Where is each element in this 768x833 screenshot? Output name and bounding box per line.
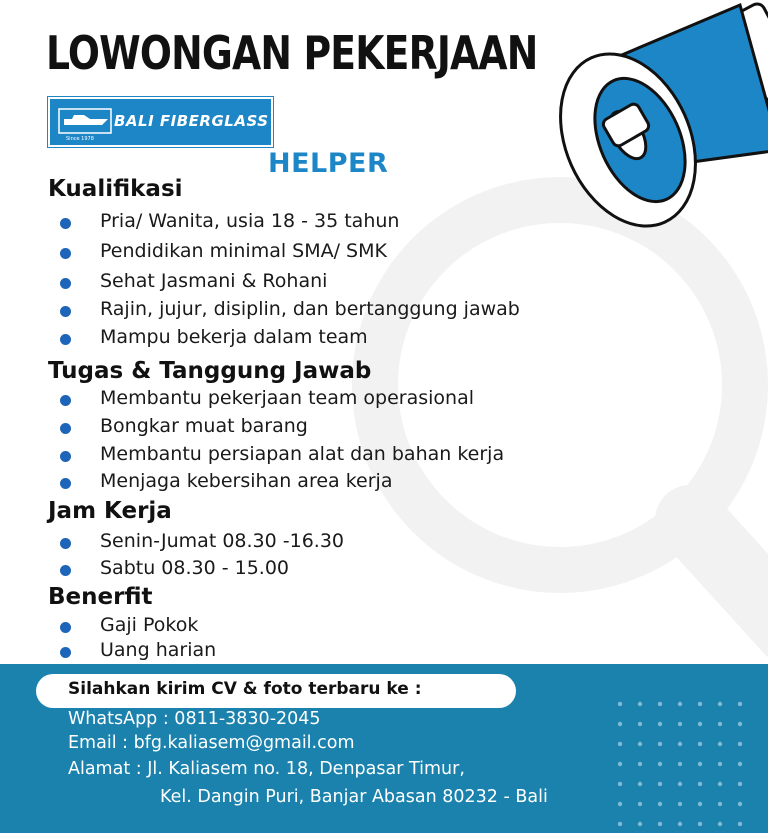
decoration-dot	[698, 702, 702, 706]
section-title-jam-kerja: Jam Kerja	[48, 498, 172, 524]
decoration-dot	[718, 782, 722, 786]
decoration-dot	[698, 722, 702, 726]
list-item-text: Pria/ Wanita, usia 18 - 35 tahun	[100, 210, 400, 232]
address-line-1: Alamat : Jl. Kaliasem no. 18, Denpasar Timur,	[68, 759, 465, 779]
decoration-dot	[618, 822, 622, 826]
decoration-dot	[738, 802, 742, 806]
whatsapp-contact[interactable]: WhatsApp : 0811-3830-2045	[68, 709, 321, 729]
decoration-dot	[698, 742, 702, 746]
list-item-text: Membantu persiapan alat dan bahan kerja	[100, 443, 505, 465]
cta-text: Silahkan kirim CV & foto terbaru ke :	[68, 679, 422, 699]
bullet-icon	[60, 478, 71, 489]
bullet-icon	[60, 565, 71, 576]
decoration-dot	[618, 722, 622, 726]
decoration-dot	[738, 722, 742, 726]
decoration-dot	[698, 762, 702, 766]
list-item-text: Rajin, jujur, disiplin, dan bertanggung jawab	[100, 298, 520, 320]
bullet-icon	[60, 647, 71, 658]
bullet-icon	[60, 395, 71, 406]
decoration-dot	[678, 702, 682, 706]
bullet-icon	[60, 278, 71, 289]
bullet-icon	[60, 622, 71, 633]
decoration-dot	[698, 822, 702, 826]
email-contact[interactable]: Email : bfg.kaliasem@gmail.com	[68, 733, 355, 753]
decoration-dot	[718, 702, 722, 706]
list-item-text: Bongkar muat barang	[100, 415, 308, 437]
decoration-dot	[638, 782, 642, 786]
decoration-dot	[658, 762, 662, 766]
decoration-dot	[658, 802, 662, 806]
list-item-text: Gaji Pokok	[100, 614, 199, 636]
decoration-dot	[638, 822, 642, 826]
decoration-dot	[618, 742, 622, 746]
decoration-dot	[638, 702, 642, 706]
decoration-dot	[718, 742, 722, 746]
address-line-2: Kel. Dangin Puri, Banjar Abasan 80232 - Bali	[160, 787, 548, 807]
headline: LOWONGAN PEKERJAAN	[46, 26, 538, 80]
decoration-dot	[718, 822, 722, 826]
decoration-dot	[618, 782, 622, 786]
section-title-kualifikasi: Kualifikasi	[48, 176, 183, 202]
decoration-dot	[658, 722, 662, 726]
list-item-text: Menjaga kebersihan area kerja	[100, 470, 393, 492]
list-item-text: Sehat Jasmani & Rohani	[100, 270, 328, 292]
dot-pattern-decoration	[608, 664, 768, 833]
decoration-dot	[678, 762, 682, 766]
decoration-dot	[658, 822, 662, 826]
decoration-dot	[678, 722, 682, 726]
company-since: Since 1978	[66, 136, 94, 142]
list-item-text: Membantu pekerjaan team operasional	[100, 387, 475, 409]
decoration-dot	[738, 762, 742, 766]
decoration-dot	[698, 782, 702, 786]
decoration-dot	[738, 702, 742, 706]
megaphone-icon	[540, 0, 768, 240]
decoration-dot	[638, 762, 642, 766]
company-logo	[48, 97, 273, 147]
cta-banner	[36, 674, 516, 708]
decoration-dot	[678, 782, 682, 786]
list-item-text: Uang harian	[100, 639, 217, 661]
decoration-dot	[718, 722, 722, 726]
section-title-tugas: Tugas & Tanggung Jawab	[48, 358, 372, 384]
list-item-text: Sabtu 08.30 - 15.00	[100, 557, 290, 579]
decoration-dot	[738, 782, 742, 786]
company-logo-text: BALI FIBERGLASS	[114, 112, 269, 130]
list-item-text: Pendidikan minimal SMA/ SMK	[100, 240, 387, 262]
decoration-dot	[678, 742, 682, 746]
decoration-dot	[658, 782, 662, 786]
boat-logo-icon	[58, 108, 112, 134]
decoration-dot	[738, 822, 742, 826]
decoration-dot	[618, 762, 622, 766]
job-title: HELPER	[268, 148, 389, 179]
bullet-icon	[60, 334, 71, 345]
decoration-dot	[738, 742, 742, 746]
decoration-dot	[698, 802, 702, 806]
bullet-icon	[60, 218, 71, 229]
decoration-dot	[618, 802, 622, 806]
bullet-icon	[60, 451, 71, 462]
decoration-dot	[678, 802, 682, 806]
decoration-dot	[638, 742, 642, 746]
section-title-benefit: Benerfit	[48, 584, 153, 610]
decoration-dot	[678, 822, 682, 826]
decoration-dot	[658, 742, 662, 746]
decoration-dot	[638, 722, 642, 726]
bullet-icon	[60, 306, 71, 317]
bullet-icon	[60, 248, 71, 259]
decoration-dot	[638, 802, 642, 806]
bullet-icon	[60, 538, 71, 549]
decoration-dot	[618, 702, 622, 706]
decoration-dot	[718, 802, 722, 806]
decoration-dot	[718, 762, 722, 766]
decoration-dot	[658, 702, 662, 706]
list-item-text: Mampu bekerja dalam team	[100, 326, 368, 348]
list-item-text: Senin-Jumat 08.30 -16.30	[100, 530, 344, 552]
bullet-icon	[60, 423, 71, 434]
contact-footer	[0, 664, 768, 833]
